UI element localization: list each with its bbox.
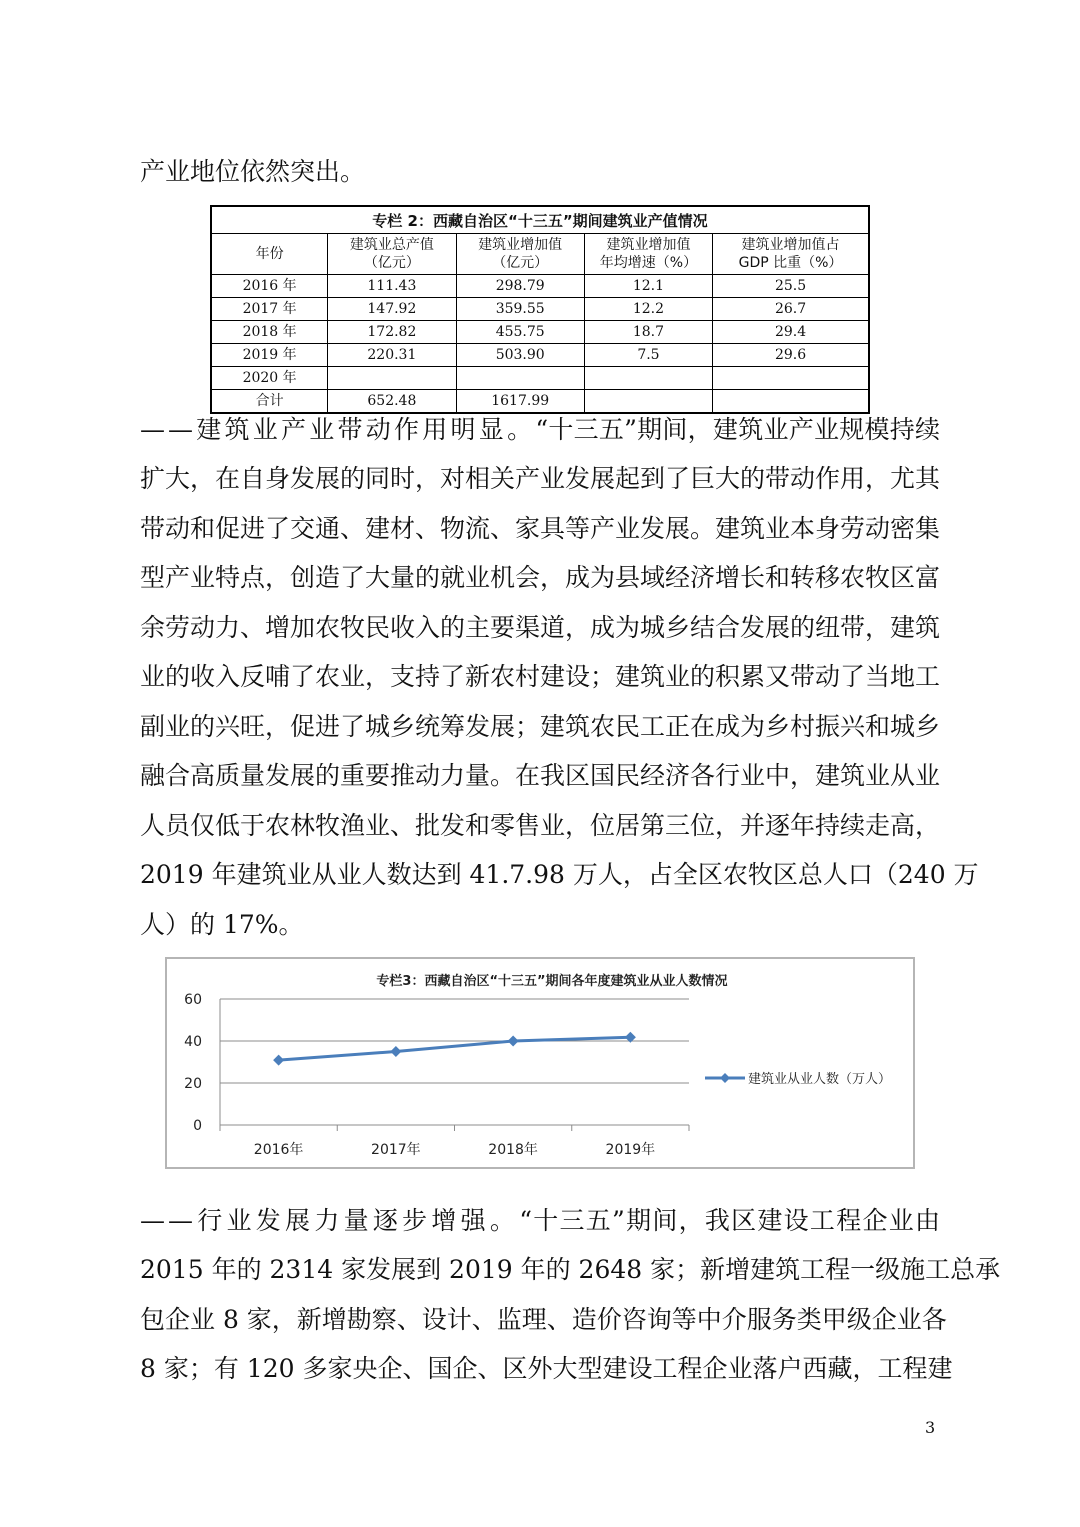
table-cell: 172.82: [328, 321, 456, 344]
table-cell: 12.2: [584, 298, 712, 321]
text-line: 2015 年的 2314 家发展到 2019 年的 2648 家；新增建筑工程一级施工总承: [140, 1255, 1001, 1284]
text-line: 业的收入反哺了农业，支持了新农村建设；建筑业的积累又带动了当地工: [140, 662, 941, 691]
table-cell: [713, 390, 869, 414]
table-cell: [328, 367, 456, 390]
text-line: 包企业 8 家，新增勘察、设计、监理、造价咨询等中介服务类甲级企业各: [140, 1305, 947, 1334]
table-header-gdp-share: 建筑业增加值占 GDP 比重（%）: [713, 234, 869, 275]
text-span: “十三五”期间，建筑业产业规模持续: [535, 415, 940, 444]
table-cell: [584, 390, 712, 414]
paragraph-lead: ——建筑业产业带动作用明显。: [140, 415, 536, 444]
legend-marker: [720, 1073, 730, 1083]
paragraph-lead: ——行业发展力量逐步增强。: [140, 1206, 520, 1235]
table-cell: 652.48: [328, 390, 456, 414]
x-tick-label: 2019年: [605, 1142, 656, 1158]
table-cell: 2020 年: [211, 367, 328, 390]
y-tick-label: 60: [184, 992, 202, 1008]
x-tick-label: 2018年: [488, 1142, 538, 1158]
text-span: “十三五”期间，我区建设工程企业由: [519, 1206, 940, 1235]
table-cell: 29.6: [713, 344, 869, 367]
y-tick-label: 0: [193, 1118, 202, 1134]
table-row: [211, 390, 869, 414]
employment-line-chart: [165, 957, 915, 1169]
table-row: [211, 344, 869, 367]
text-line: 人）的 17%。: [140, 910, 304, 939]
text-line: 2019 年建筑业从业人数达到 41.7.98 万人，占全区农牧区总人口（240 万: [140, 860, 979, 889]
data-point: [390, 1046, 401, 1057]
table-cell: 2017 年: [211, 298, 328, 321]
x-tick-label: 2016年: [253, 1142, 304, 1158]
table-cell: [584, 367, 712, 390]
text-line: 扩大，在自身发展的同时，对相关产业发展起到了巨大的带动作用，尤其: [140, 464, 941, 493]
table-cell: 298.79: [456, 275, 584, 298]
table-row: [211, 367, 869, 390]
table-header-total-output: 建筑业总产值 （亿元）: [328, 234, 456, 275]
text-line: 型产业特点，创造了大量的就业机会，成为县域经济增长和转移农牧区富: [140, 563, 941, 592]
table-cell: 503.90: [456, 344, 584, 367]
table-cell: 2018 年: [211, 321, 328, 344]
legend-label: 建筑业从业人数（万人）: [748, 1072, 892, 1087]
table-row: [211, 321, 869, 344]
x-tick-label: 2017年: [371, 1142, 421, 1158]
text-line: 带动和促进了交通、建材、物流、家具等产业发展。建筑业本身劳动密集: [140, 514, 941, 543]
table-row: [211, 275, 869, 298]
table-header-year: 年份: [211, 234, 328, 275]
table-cell: 7.5: [584, 344, 712, 367]
paragraph-lead-line: [140, 415, 940, 445]
table-cell: 12.1: [584, 275, 712, 298]
table-cell: [713, 367, 869, 390]
text-line: 副业的兴旺，促进了城乡统筹发展；建筑农民工正在成为乡村振兴和城乡: [140, 712, 941, 741]
table-cell: 359.55: [456, 298, 584, 321]
table-cell: 147.92: [328, 298, 456, 321]
table-cell: 25.5: [713, 275, 869, 298]
table-cell: 111.43: [328, 275, 456, 298]
table-cell: 26.7: [713, 298, 869, 321]
data-point: [273, 1055, 284, 1066]
table-header-value-added: 建筑业增加值 （亿元）: [456, 234, 584, 275]
text-line: 融合高质量发展的重要推动力量。在我区国民经济各行业中，建筑业从业: [140, 761, 941, 790]
paragraph-lead-line: [140, 1206, 940, 1236]
text-line: 8 家；有 120 多家央企、国企、区外大型建设工程企业落户西藏，工程建: [140, 1354, 953, 1383]
table-cell: 合计: [211, 390, 328, 414]
table-caption: 专栏 2：西藏自治区“十三五”期间建筑业产值情况: [211, 206, 869, 234]
data-point: [508, 1036, 519, 1047]
table-header-growth: 建筑业增加值 年均增速（%）: [584, 234, 712, 275]
page-number: 3: [925, 1418, 936, 1437]
table-cell: [456, 367, 584, 390]
chart-svg: [167, 959, 913, 1167]
table-cell: 2019 年: [211, 344, 328, 367]
chart-title: 专栏3：西藏自治区“十三五”期间各年度建筑业从业人数情况: [376, 974, 728, 989]
y-tick-label: 20: [184, 1076, 202, 1092]
table-cell: 29.4: [713, 321, 869, 344]
table-cell: 2016 年: [211, 275, 328, 298]
construction-output-table: [210, 205, 870, 414]
text-line: 余劳动力、增加农牧民收入的主要渠道，成为城乡结合发展的纽带，建筑: [140, 613, 941, 642]
table-cell: 455.75: [456, 321, 584, 344]
text-line: 人员仅低于农林牧渔业、批发和零售业，位居第三位，并逐年持续走高，: [140, 811, 941, 840]
table-cell: 1617.99: [456, 390, 584, 414]
y-tick-label: 40: [184, 1034, 202, 1050]
table-cell: 220.31: [328, 344, 456, 367]
text-line: 产业地位依然突出。: [140, 157, 366, 186]
table-cell: 18.7: [584, 321, 712, 344]
table-row: [211, 298, 869, 321]
